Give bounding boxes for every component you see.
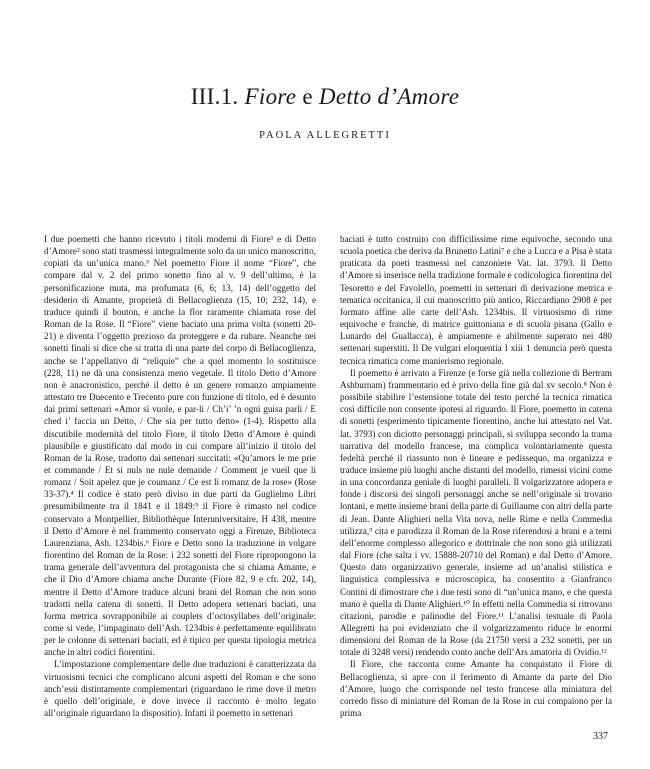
right-column	[340, 233, 612, 719]
left-column	[44, 233, 316, 719]
paragraph: L’impostazione complementare delle due traduzioni è caratterizzata da virtuosismi tecnici che complicano alcuni aspetti del Roman e che sono anch’essi distintamente complementari (riguardano le rime dove il metro è quello dell’originale, e dove invece il racconto è molto legato all’originale riguardano la dispositio). Infatti il poemetto in settenari	[44, 659, 316, 719]
paragraph: Il Fiore, che racconta come Amante ha conquistato il Fiore di Bellacoglienza, si apre con il ferimento di Amante da parte del Dio d’Amore, luogo che corrisponde nel testo francese alla miniatura del corredo fisso di miniature del Roman de la Rose in cui compaiono per la prima	[340, 659, 612, 719]
chapter-title-detto: Detto d’Amore	[318, 84, 460, 109]
author-name: PAOLA ALLEGRETTI	[259, 130, 391, 141]
paragraph: baciati è tutto costruito con difficilissime rime equivoche, secondo una scuola poetica che deriva da Brunetto Latini⁷ e che a Lucca e a Pisa è stata praticata da poeti trasmessi nel canzoniere Vat. lat. 3793. Il Detto d’Amore si inserisce nella tradizione formale e codicologica fiorentina del Tesoretto e del Favolello, poemetti in settenari di derivazione metrica e tematica occitanica, il cui manoscritto più antico, Riccardiano 2908 è per formato affine alle carte dell’Ash. 1234bis. Il virtuosismo di rime equivoche e franche, di matrice guittoniana e di scuola pisana (Gallo e Lunardo del Guallacca), è ampiamente e abilmente superato nei 480 settenari superstiti. Il De vulgari eloquentia I xiii 1 denuncia però questa tecnica rimatica come manierismo regionale.	[340, 234, 612, 366]
chapter-title-fiore: Fiore	[244, 84, 297, 109]
page-number: 337	[593, 731, 608, 742]
chapter-number: III.1.	[190, 84, 239, 109]
paragraph: Il poemetto è arrivato a Firenze (e forse già nella collezione di Bertram Ashburnam) frammentario ed è privo della fine già dal xv secolo.⁸ Non è possibile stabilire l’estensione totale del testo perché la tecnica rimatica così difficile non consente ipotesi al riguardo. Il Fiore, poemetto in catena di sonetti (esperimento tipicamente fiorentino, anche lui attestato nel Vat. lat. 3793) con diciotto personaggi principali, si sviluppa secondo la trama narrativa del modello francese, ma complica volontariamente questa fedeltà perché il riassunto non è lineare e pedissequo, ma organizza e traduce insieme più luoghi anche distanti del modello, rimessi vicini come in una concordanza geniale di luoghi paralleli. Il volgarizzatore adopera e fonde i discorsi dei singoli personaggi anche se nell’originale si trovano lontani, e mette insieme brani della parte di Guillaume con altri della parte di Jean. Dante Alighieri nella Vita nova, nelle Rime e nella Commedia utilizza,⁹ cita e parodizza il Roman de la Rose riferendosi a brani e a temi dell’enorme complesso allegorico e dottrinale che non sono già utilizzati dal Fiore (che salta i vv. 15888-20710 del Roman) e dal Detto d’Amore. Questo dato organizzativo generale, insieme ad un’analisi stilistica e linguistica complessiva e microscopica, ha consentito a Gianfranco Contini di dimostrare che i due testi sono di “un’unica mano, e che questa mano è quella di Dante Alighieri.¹⁰ In effetti nella Commedia si ritrovano citazioni, parodie e palinodie del Fiore.¹¹ L’analisi testuale di Paola Allegretti ha poi evidenziato che il volgarizzamento riduce le enormi dimensioni del Roman de la Rose (da 21750 versi a 232 sonetti, per un totale di 3248 versi) rendendo conto anche dell’Ars amatoria di Ovidio.¹²	[340, 367, 612, 658]
paragraph: I due poemetti che hanno ricevuto i titoli moderni di Fiore¹ e di Detto d’Amore² sono stati trasmessi integralmente solo da un unico manoscritto, copiati da un’unica mano.³ Nel poemetto Fiore il nome “Fiore”, che compare dal v. 2 del primo sonetto fino al v. 9 dell’ultimo, è la personificazione muta, ma profumata (6, 6; 13, 14) dell’oggetto del desiderio di Amante, proprietà di Bellacoglienza (15, 10; 232, 14), e traduce quindi il bouton, e anche la flor raramente chiamata rose del Roman de la Rose. Il “Fiore” viene baciato una prima volta (sonetti 20-21) e diventa l’oggetto prezioso da proteggere e da rubare. Neanche nei sonetti finali si dice che si tratta di una parte del corpo di Bellacoglienza, anche se l’appellativo di “reliquie” che a quel momento lo sostituisce (228, 11) ne dà una consistenza meno vegetale. Il titolo Detto d’Amore non è anacronistico, perché il detto è un genere romanzo ampiamente attestato tre Duecento e Trecento pure con funzione di titolo, ed è desunto dai primi settenari «Amor sì vuole, e par-li / Ch’i’ ’n ogni guisa parli / E ched i’ faccia un Detto, / Che sia per tutto detto» (1-4). Rispetto alla discutibile modernità del titolo Fiore, il titolo Detto d’Amore è quindi plausibile e giustificato dal modo in cui compare all’inizio il titolo del Roman de la Rose, tradotto dai settenari succitati: «Qu’amors le me prie et commande / Et si nuls ne nule demande / Comment je vueil que li romanz / Soit apelez que je coumanz / Ce est li romanz de la rose» (Rose 33-37).⁴ Il codice è stato però diviso in due parti da Guglielmo Libri presumibilmente tra il 1841 e il 1849:⁵ il Fiore è rimasto nel codice conservato a Montpellier, Bibliothèque Interuniversitaire, H 438, mentre il Detto d’Amore è nel frammento conservato oggi a Firenze, Biblioteca Laurenziana, Ash. 1234bis.⁶ Fiore e Detto sono la traduzione in volgare fiorentino del Roman de la Rose: i 232 sonetti del Fiore ripropongono la trama generale dell’avventura del protagonista che si chiama Amante, e che il Dio d’Amore chiama anche Durante (Fiore 82, 9 e cfr. 202, 14), mentre il Detto d’Amore traduce alcuni brani del Roman che non sono tradotti nella catena di sonetti. Il Detto adopera settenari baciati, una forma metrica sovrapponibile ai couplets d’octosyllabes dell’originale: come si vede, l’impaginato dell’Ash. 1234bis è perfettamente equilibrato per le colonne di settenari baciati, ed è tipico per questa tipologia metrica anche in altri codici fiorentini.	[44, 234, 316, 658]
chapter-title	[0, 84, 650, 110]
chapter-title-conjunction: e	[296, 84, 319, 109]
